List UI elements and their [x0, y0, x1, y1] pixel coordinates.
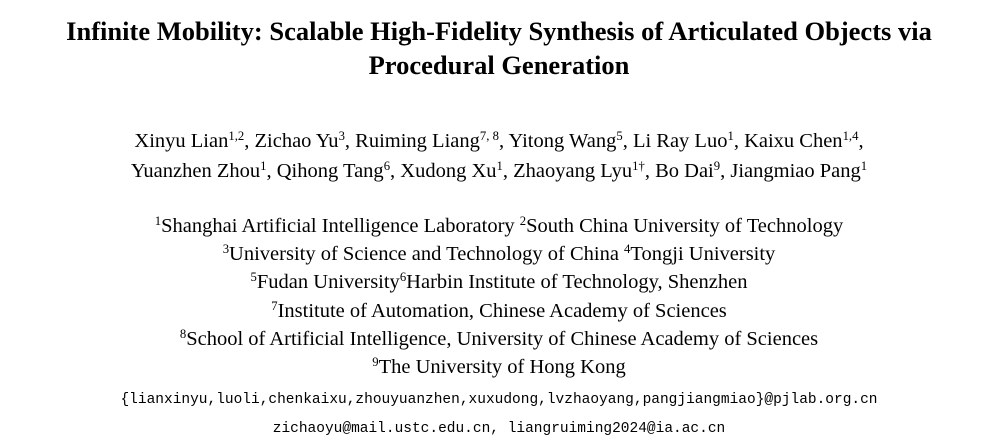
author-name: Jiangmiao Pang [730, 160, 861, 182]
affil-name: University of Science and Technology of China [229, 243, 619, 266]
author-affil-mark: 1,4 [842, 129, 859, 144]
author-line-1 [0, 126, 998, 156]
affil-name: Fudan University [256, 271, 400, 294]
email-line-1: {lianxinyu,luoli,chenkaixu,zhouyuanzhen,xuxudong,lvzhaoyang,pangjiangmiao}@pjlab.org.cn [120, 392, 878, 408]
author-affil-mark: 3 [338, 129, 345, 144]
author-affil-mark: 7, 8 [479, 129, 499, 144]
affiliation-line-4 [0, 297, 998, 325]
email-line-2: zichaoyu@mail.ustc.edu.cn, liangruiming2024@ia.ac.cn [272, 421, 726, 437]
affil-number: 9 [372, 355, 379, 370]
separator: , [266, 160, 277, 182]
affil-number: 6 [399, 270, 407, 285]
affil-name: Shanghai Artificial Intelligence Laboratory [161, 215, 515, 237]
author-name: Zichao Yu [254, 130, 339, 152]
author-affil-mark: 9 [713, 159, 721, 174]
affiliation-line-3 [0, 268, 998, 296]
separator: , [644, 160, 656, 182]
affil-number: 7 [271, 298, 278, 313]
author-name: Xudong Xu [400, 160, 497, 182]
author-affil-mark: 1 [860, 159, 868, 174]
title-line-2: Procedural Generation [368, 50, 630, 80]
affiliation-line-2 [0, 240, 998, 268]
affil-name: Institute of Automation, Chinese Academy of Sciences [277, 299, 727, 322]
affiliation-line-6 [0, 353, 998, 381]
author-name: Qihong Tang [276, 160, 384, 182]
affil-name: The University of Hong Kong [378, 356, 626, 379]
trailing-comma: , [858, 130, 864, 152]
affil-name: Tongji University [630, 243, 776, 266]
author-affil-mark: 1† [632, 159, 645, 174]
title-line-1: Infinite Mobility: Scalable High-Fidelity Synthesis of Articulated Objects via [66, 16, 932, 46]
author-affil-mark: 6 [383, 159, 391, 174]
author-affil-mark: 1 [260, 159, 267, 174]
affil-name: Harbin Institute of Technology, Shenzhen [406, 271, 748, 294]
author-name: Yuanzhen Zhou [130, 160, 261, 182]
affil-number: 3 [222, 242, 230, 257]
author-affil-mark: 5 [616, 129, 623, 144]
space [515, 215, 520, 237]
affil-name: School of Artificial Intelligence, University of Chinese Academy of Sciences [186, 327, 819, 350]
author-name: Ruiming Liang [355, 130, 480, 152]
affil-number: 1 [154, 214, 162, 229]
author-name: Bo Dai [655, 160, 714, 182]
author-list [0, 126, 998, 186]
author-name: Xinyu Lian [134, 130, 229, 152]
author-affil-mark: 1,2 [228, 129, 245, 144]
separator: , [498, 130, 509, 152]
affil-number: 4 [624, 242, 631, 257]
affil-number: 2 [519, 214, 527, 229]
separator: , [244, 130, 255, 152]
author-affil-mark: 1 [496, 159, 503, 174]
separator: , [390, 160, 401, 182]
affiliation-list [0, 212, 998, 381]
affiliation-line-1 [0, 212, 998, 240]
separator: , [720, 160, 731, 182]
affiliation-line-5 [0, 325, 998, 353]
author-affil-mark: 1 [727, 129, 734, 144]
author-name: Zhaoyang Lyu [513, 160, 633, 182]
separator: , [733, 130, 745, 152]
affil-name: South China University of Technology [526, 215, 844, 237]
separator: , [502, 160, 514, 182]
separator: , [344, 130, 356, 152]
paper-title [0, 14, 998, 82]
author-name: Kaixu Chen [744, 130, 843, 152]
affil-number: 8 [179, 326, 187, 341]
separator: , [622, 130, 633, 152]
author-name: Yitong Wang [508, 130, 617, 152]
author-name: Li Ray Luo [632, 130, 728, 152]
author-line-2 [0, 156, 998, 186]
affil-number: 5 [250, 270, 257, 285]
contact-emails [0, 386, 998, 444]
